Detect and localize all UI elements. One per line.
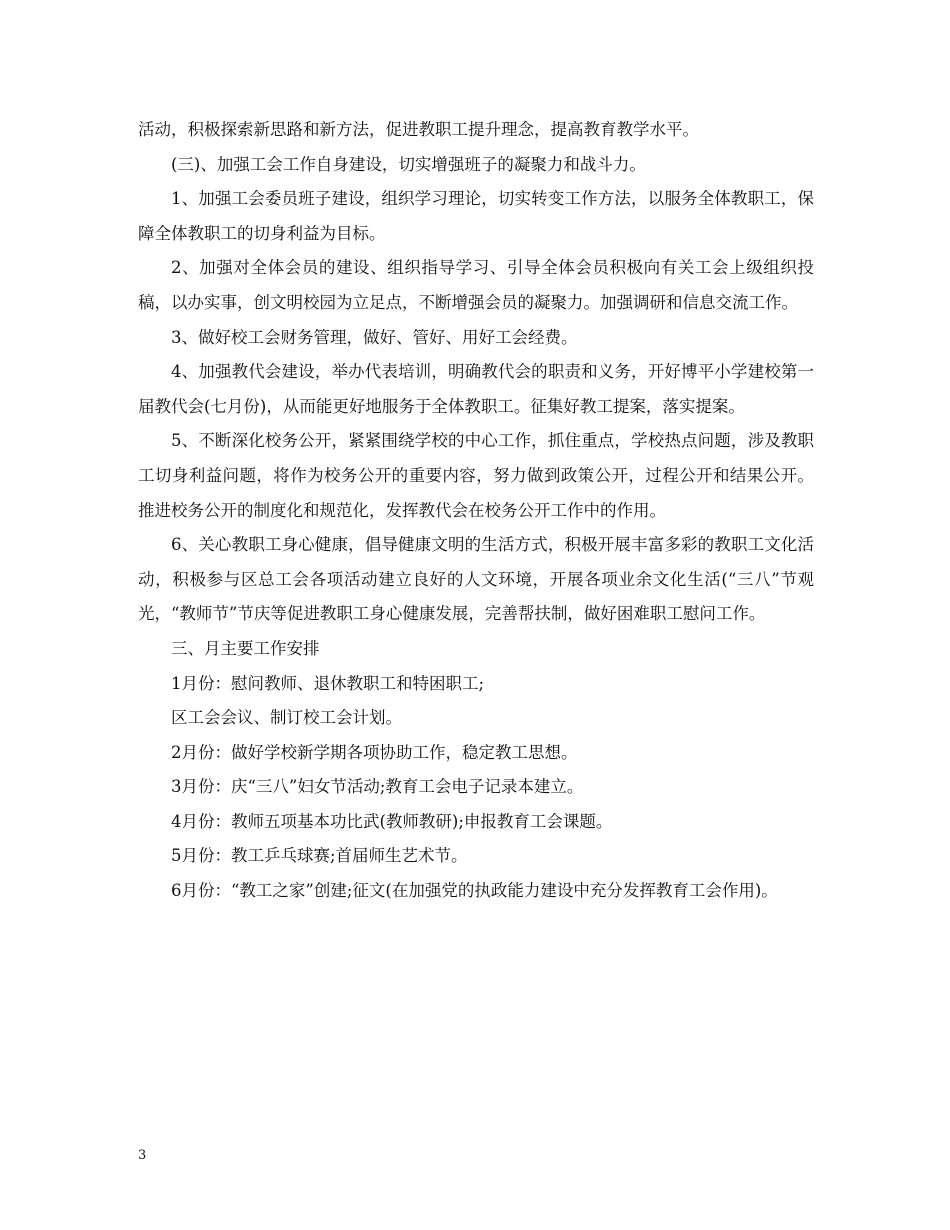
paragraph-item-6: 6、关心教职工身心健康，倡导健康文明的生活方式，积极开展丰富多彩的教职工文化活动，积极参与区总工会各项活动建立良好的人文环境，开展各项业余文化生活(“三八”节观光，“教师节”节庆等促进教职工身心健康发展，完善帮扶制，做好困难职工慰问工作。 bbox=[138, 535, 814, 624]
paragraph-item-4: 4、加强教代会建设，举办代表培训，明确教代会的职责和义务，开好博平小学建校第一届教代会(七月份)，从而能更好地服务于全体教职工。征集好教工提案，落实提案。 bbox=[138, 362, 814, 416]
month-item-february: 2月份：做好学校新学期各项协助工作，稳定教工思想。 bbox=[171, 742, 578, 762]
paragraph-item-2: 2、加强对全体会员的建设、组织指导学习、引导全体会员积极向有关工会上级组织投稿，以办实事，创文明校园为立足点，不断增强会员的凝聚力。加强调研和信息交流工作。 bbox=[138, 258, 814, 312]
paragraph-item-1: 1、加强工会委员班子建设，组织学习理论，切实转变工作方法，以服务全体教职工，保障全体教职工的切身利益为目标。 bbox=[138, 189, 814, 243]
month-item-may: 5月份：教工乒乓球赛;首届师生艺术节。 bbox=[171, 846, 468, 866]
month-item-june: 6月份：“教工之家”创建;征文(在加强党的执政能力建设中充分发挥教育工会作用)。 bbox=[171, 881, 778, 901]
section-heading-3: (三)、加强工会工作自身建设，切实增强班子的凝聚力和战斗力。 bbox=[171, 154, 646, 174]
month-item-january: 1月份：慰问教师、退休教职工和特困职工; bbox=[171, 673, 485, 693]
paragraph-continuation: 活动，积极探索新思路和新方法，促进教职工提升理念，提高教育教学水平。 bbox=[138, 120, 699, 139]
section-heading-monthly-plan: 三、月主要工作安排 bbox=[171, 638, 320, 658]
paragraph-item-3: 3、做好校工会财务管理，做好、管好、用好工会经费。 bbox=[171, 327, 578, 347]
month-item-april: 4月份：教师五项基本功比武(教师教研);申报教育工会课题。 bbox=[171, 811, 613, 831]
month-item-march: 3月份：庆“三八”妇女节活动;教育工会电子记录本建立。 bbox=[171, 777, 584, 797]
page-number: 3 bbox=[138, 1148, 147, 1163]
paragraph-item-5: 5、不断深化校务公开，紧紧围绕学校的中心工作，抓住重点，学校热点问题，涉及教职工切身利益问题，将作为校务公开的重要内容，努力做到政策公开，过程公开和结果公开。推进校务公开的制度化和规范化，发挥教代会在校务公开工作中的作用。 bbox=[138, 431, 814, 520]
document-body bbox=[138, 113, 814, 909]
month-item-january-continued: 区工会会议、制订校工会计划。 bbox=[171, 708, 402, 728]
